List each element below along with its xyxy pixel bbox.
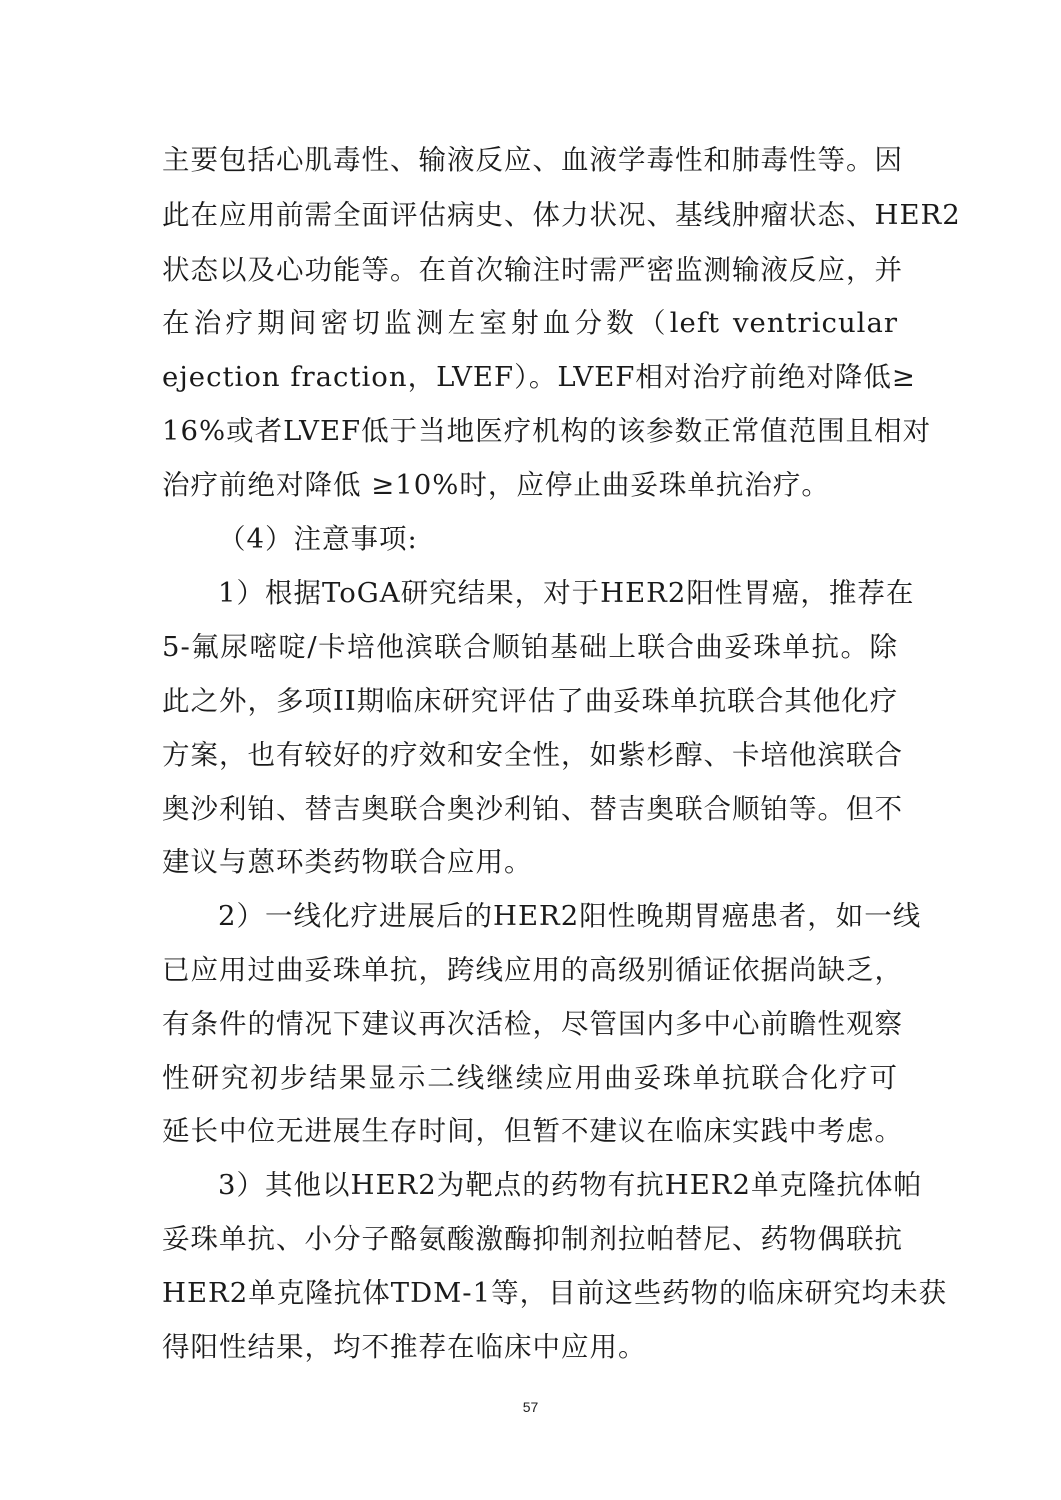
paragraph-line: 此之外，多项II期临床研究评估了曲妥珠单抗联合其他化疗 [162, 685, 899, 717]
section-heading: （4）注意事项: [218, 523, 418, 555]
paragraph-line: ejection fraction，LVEF）。LVEF相对治疗前绝对降低≥ [162, 361, 916, 393]
paragraph-line: 3）其他以HER2为靶点的药物有抗HER2单克隆抗体帕 [218, 1169, 923, 1201]
paragraph-line: 性研究初步结果显示二线继续应用曲妥珠单抗联合化疗可 [162, 1062, 898, 1094]
paragraph-line: 方案，也有较好的疗效和安全性，如紫杉醇、卡培他滨联合 [162, 739, 903, 771]
paragraph-line: 有条件的情况下建议再次活检，尽管国内多中心前瞻性观察 [162, 1008, 903, 1040]
page-number: 57 [522, 1399, 539, 1415]
paragraph-line: 妥珠单抗、小分子酪氨酸激酶抑制剂拉帕替尼、药物偶联抗 [162, 1223, 903, 1255]
paragraph-line: 得阳性结果，均不推荐在临床中应用。 [162, 1331, 647, 1363]
paragraph-line: 1）根据ToGA研究结果，对于HER2阳性胃癌，推荐在 [218, 577, 915, 609]
paragraph-line: 已应用过曲妥珠单抗，跨线应用的高级别循证依据尚缺乏， [162, 954, 903, 986]
paragraph-line: 5-氟尿嘧啶/卡培他滨联合顺铂基础上联合曲妥珠单抗。除 [162, 631, 898, 663]
paragraph-line: 建议与蒽环类药物联合应用。 [162, 846, 533, 878]
paragraph-line: 治疗前绝对降低 ≥10%时，应停止曲妥珠单抗治疗。 [162, 469, 830, 501]
paragraph-line: 状态以及心功能等。在首次输注时需严密监测输液反应，并 [162, 254, 903, 286]
paragraph-line: 在治疗期间密切监测左室射血分数（left ventricular [162, 307, 898, 339]
paragraph-line: 2）一线化疗进展后的HER2阳性晚期胃癌患者，如一线 [218, 900, 922, 932]
paragraph-line: 此在应用前需全面评估病史、体力状况、基线肿瘤状态、HER2 [162, 199, 961, 231]
paragraph-line: HER2单克隆抗体TDM-1等，目前这些药物的临床研究均未获 [162, 1277, 948, 1309]
paragraph-line: 16%或者LVEF低于当地医疗机构的该参数正常值范围且相对 [162, 415, 932, 447]
paragraph-line: 主要包括心肌毒性、输液反应、血液学毒性和肺毒性等。因 [162, 144, 903, 176]
paragraph-line: 延长中位无进展生存时间，但暂不建议在临床实践中考虑。 [162, 1115, 903, 1147]
paragraph-line: 奥沙利铂、替吉奥联合奥沙利铂、替吉奥联合顺铂等。但不 [162, 793, 903, 825]
